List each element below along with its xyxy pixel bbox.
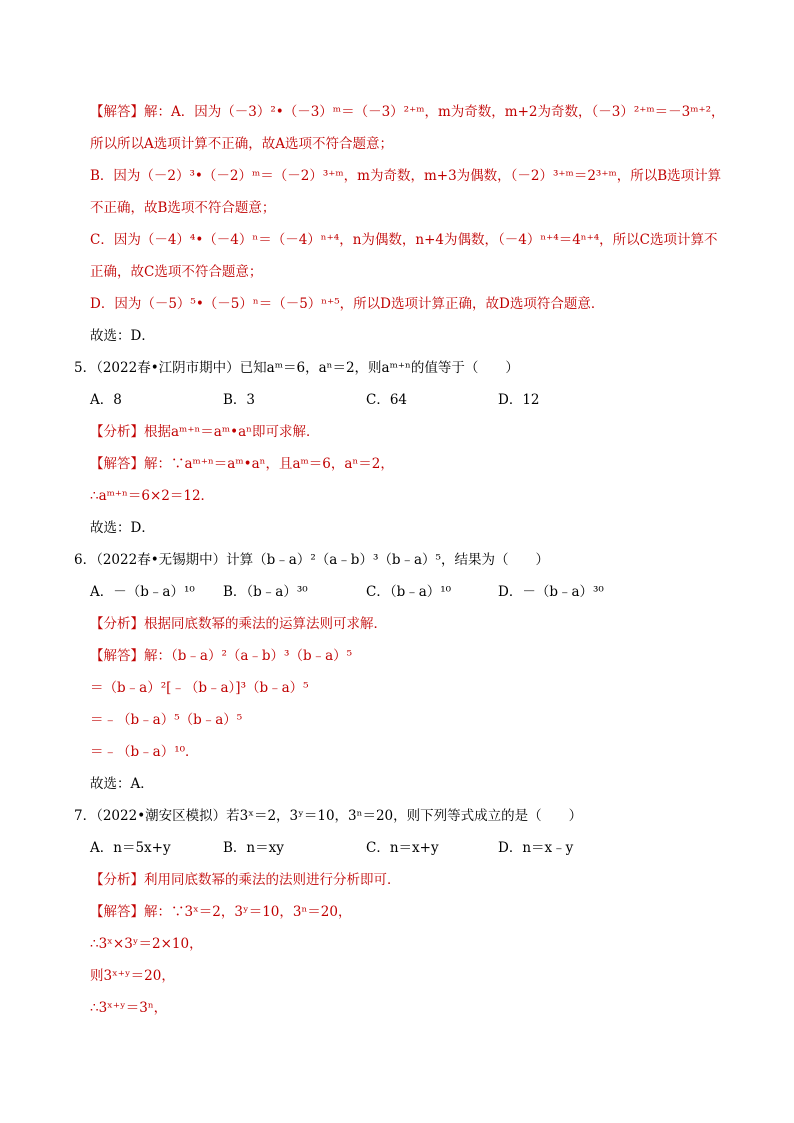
question-5: 5．（2022春•江阴市期中）已知aᵐ＝6，aⁿ＝2，则aᵐ⁺ⁿ的值等于（ ） — [74, 360, 519, 376]
answer-line: 故选：D． — [90, 520, 155, 536]
analysis-line: 【分析】根据aᵐ⁺ⁿ＝aᵐ•aⁿ即可求解． — [90, 424, 320, 440]
solution-line: C．因为（－4）⁴•（－4）ⁿ＝（－4）ⁿ⁺⁴，n为偶数，n+4为偶数，（－4）ⁿ⁺⁴＝4ⁿ⁺⁴，所以C选项计算不 — [90, 232, 718, 248]
option-c: C．n＝x+y — [366, 840, 439, 856]
option-b: B．n＝xy — [223, 840, 284, 856]
option-d: D．12 — [498, 392, 540, 408]
solution-line: ∴3ˣ×3ʸ＝2×10， — [90, 936, 203, 952]
solution-line: ＝（b﹣a）²[﹣（b﹣a）]³（b﹣a）⁵ — [90, 680, 309, 696]
answer-line: 故选：A． — [90, 776, 154, 792]
option-b: B．（b﹣a）³⁰ — [223, 584, 308, 600]
option-b: B．3 — [223, 392, 256, 408]
option-c: C．（b﹣a）¹⁰ — [366, 584, 452, 600]
option-d: D．n＝x﹣y — [498, 840, 574, 856]
solution-line: 【解答】解：∵3ˣ＝2，3ʸ＝10，3ⁿ＝20， — [90, 904, 352, 920]
solution-line: 不正确，故B选项不符合题意； — [90, 200, 276, 216]
solution-line: 则3ˣ⁺ʸ＝20， — [90, 968, 175, 984]
question-5-options — [90, 390, 650, 410]
solution-line: 正确，故C选项不符合题意； — [90, 264, 263, 280]
question-6-options — [90, 582, 650, 602]
solution-line: ＝﹣（b﹣a）⁵（b﹣a）⁵ — [90, 712, 243, 728]
solution-line: 【解答】解：（b﹣a）²（a﹣b）³（b﹣a）⁵ — [90, 648, 353, 664]
option-d: D．－（b﹣a）³⁰ — [498, 584, 604, 600]
solution-line: 【解答】解：∵aᵐ⁺ⁿ＝aᵐ•aⁿ，且aᵐ＝6，aⁿ＝2， — [90, 456, 394, 472]
option-a: A．n＝5x+y — [90, 840, 171, 856]
question-7-options — [90, 838, 650, 858]
analysis-line: 【分析】根据同底数幂的乘法的运算法则可求解． — [90, 616, 387, 632]
analysis-line: 【分析】利用同底数幂的乘法的法则进行分析即可． — [90, 872, 401, 888]
solution-line: ∴aᵐ⁺ⁿ＝6×2＝12． — [90, 488, 215, 504]
solution-line: ＝﹣（b﹣a）¹⁰． — [90, 744, 199, 760]
option-a: A．－（b﹣a）¹⁰ — [90, 584, 195, 600]
question-7: 7．（2022•潮安区模拟）若3ˣ＝2，3ʸ＝10，3ⁿ＝20，则下列等式成立的是（ ） — [74, 808, 583, 824]
question-6: 6．（2022春•无锡期中）计算（b﹣a）²（a﹣b）³（b﹣a）⁵，结果为（ ） — [74, 552, 549, 568]
option-a: A．8 — [90, 392, 122, 408]
solution-line: ∴3ˣ⁺ʸ＝3ⁿ， — [90, 1000, 168, 1016]
option-c: C．64 — [366, 392, 408, 408]
solution-line: D．因为（－5）⁵•（－5）ⁿ＝（－5）ⁿ⁺⁵，所以D选项计算正确，故D选项符合题意． — [90, 296, 605, 312]
solution-line: B．因为（－2）³•（－2）ᵐ＝（－2）³⁺ᵐ，m为奇数，m+3为偶数，（－2）³⁺ᵐ＝2³⁺ᵐ，所以B选项计算 — [90, 168, 722, 184]
solution-line: 所以所以A选项计算不正确，故A选项不符合题意； — [90, 136, 393, 152]
solution-line: 【解答】解：A．因为（－3）²•（－3）ᵐ＝（－3）²⁺ᵐ，m为奇数，m+2为奇数，（－3）²⁺ᵐ＝－3ᵐ⁺²， — [90, 104, 725, 120]
answer-line: 故选：D． — [90, 328, 155, 344]
